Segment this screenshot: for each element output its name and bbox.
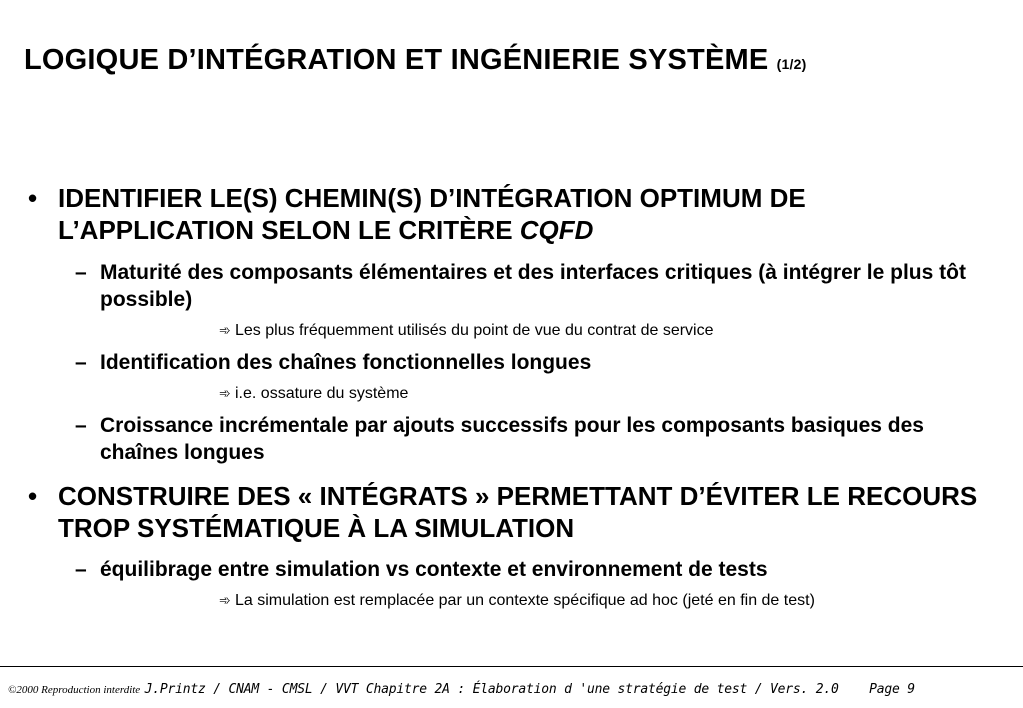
hollow-arrow-icon: ➾ — [219, 322, 231, 338]
sub-bullet-text: Croissance incrémentale par ajouts successifs pour les composants basiques des chaînes longues — [100, 414, 924, 464]
dash-marker: – — [75, 351, 87, 374]
footer-divider — [0, 666, 1023, 667]
note-item — [219, 383, 408, 404]
sub-bullet-item — [75, 259, 980, 313]
note-text: i.e. ossature du système — [235, 385, 409, 402]
footer — [8, 680, 915, 698]
page-number: Page 9 — [869, 682, 915, 697]
bullet-text: IDENTIFIER LE(S) CHEMIN(S) D’INTÉGRATION OPTIMUM DE L’APPLICATION SELON LE CRITÈRE — [58, 183, 806, 245]
bullet-emphasis: CQFD — [519, 215, 594, 245]
bullet-marker: • — [28, 481, 38, 511]
hollow-arrow-icon: ➾ — [219, 592, 231, 608]
footer-copyright: ©2000 Reproduction interdite — [8, 684, 141, 696]
bullet-item — [28, 480, 988, 544]
note-text: Les plus fréquemment utilisés du point de vue du contrat de service — [235, 322, 714, 339]
sub-bullet-text: Maturité des composants élémentaires et des interfaces critiques (à intégrer le plus tôt possible) — [100, 261, 966, 311]
sub-bullet-item — [75, 412, 980, 466]
bullet-text: CONSTRUIRE DES « INTÉGRATS » PERMETTANT D’ÉVITER LE RECOURS TROP SYSTÉMATIQUE À LA SIMULATION — [58, 481, 978, 543]
bullet-item — [28, 182, 988, 246]
slide-title — [24, 44, 806, 77]
sub-bullet-item — [75, 349, 980, 376]
slide-part-indicator: (1/2) — [776, 56, 807, 72]
footer-info: J.Printz / CNAM - CMSL / VVT Chapitre 2A : Élaboration d 'une stratégie de test / Vers. 2.0 — [144, 682, 839, 697]
hollow-arrow-icon: ➾ — [219, 385, 231, 401]
sub-bullet-text: équilibrage entre simulation vs contexte et environnement de tests — [100, 558, 768, 581]
sub-bullet-item — [75, 556, 980, 583]
dash-marker: – — [75, 261, 87, 284]
dash-marker: – — [75, 558, 87, 581]
note-text: La simulation est remplacée par un contexte spécifique ad hoc (jeté en fin de test) — [235, 592, 815, 609]
dash-marker: – — [75, 414, 87, 437]
sub-bullet-text: Identification des chaînes fonctionnelles longues — [100, 351, 592, 374]
note-item — [219, 320, 714, 341]
bullet-marker: • — [28, 183, 38, 213]
slide-title-text: LOGIQUE D’INTÉGRATION ET INGÉNIERIE SYSTÈME — [24, 44, 769, 76]
note-item — [219, 590, 815, 611]
